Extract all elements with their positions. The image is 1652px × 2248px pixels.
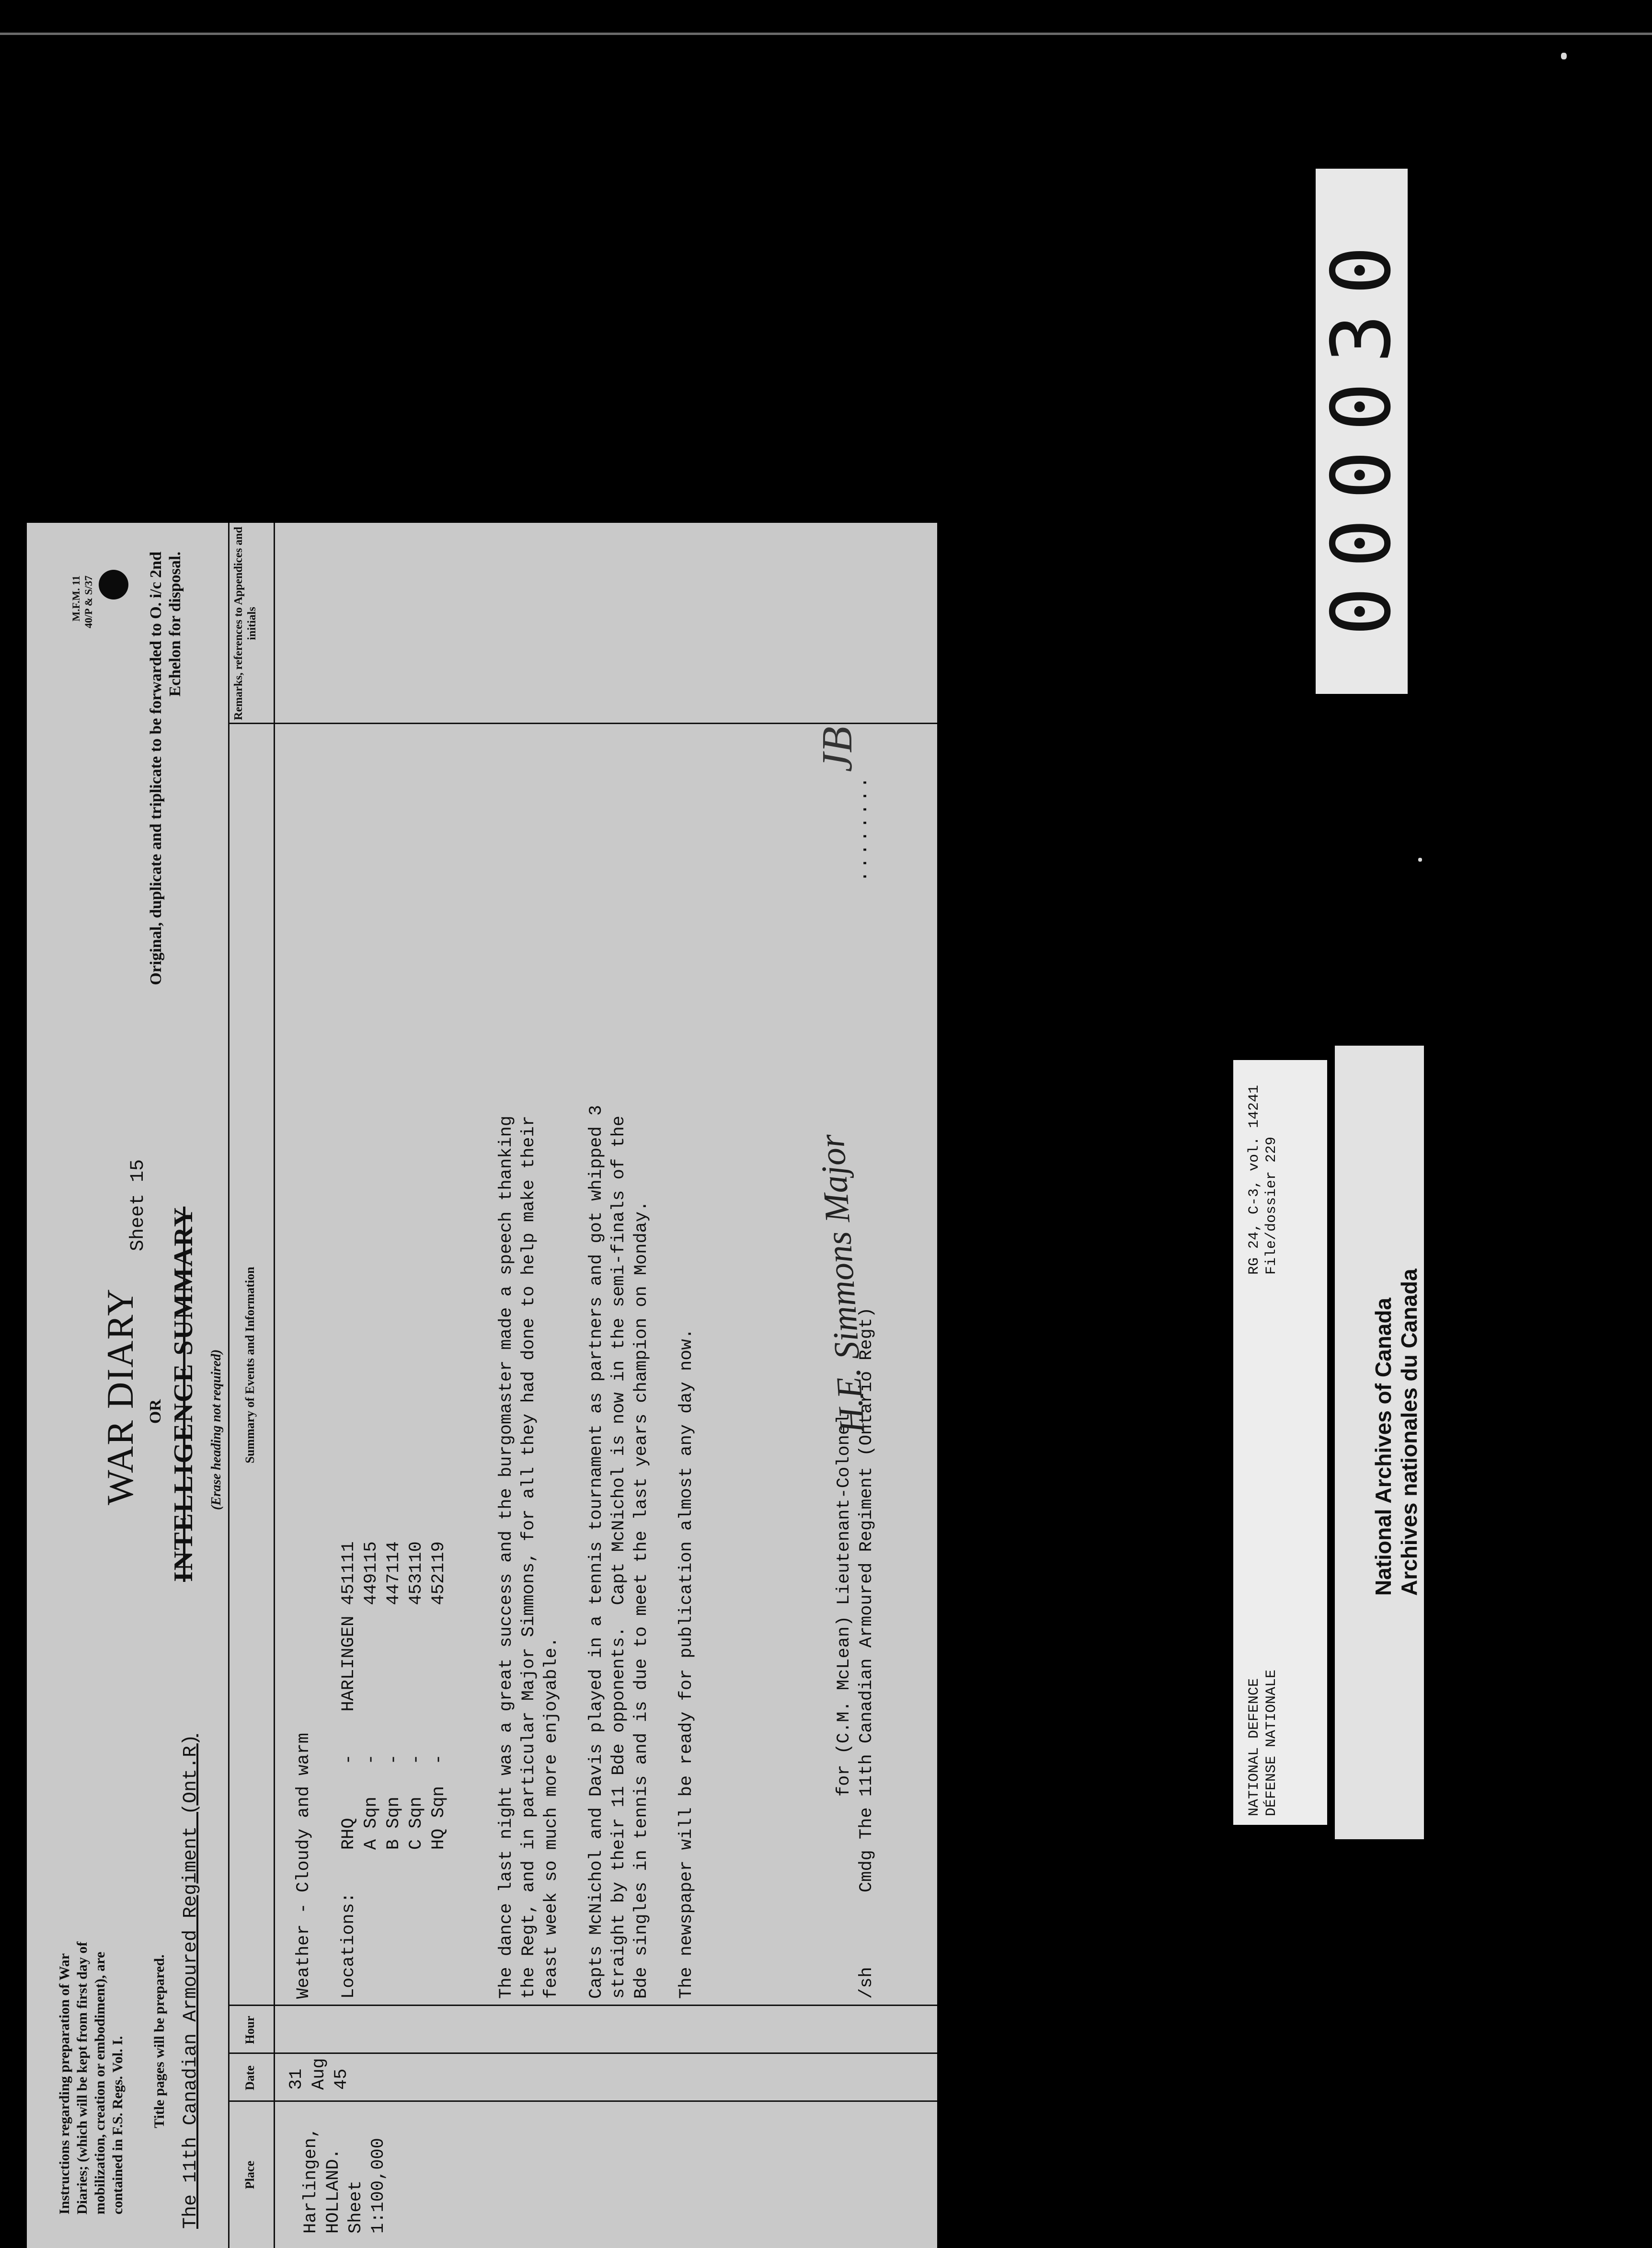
entry-date: 31 Aug 45 xyxy=(287,2058,352,2090)
form-title: WAR DIARY xyxy=(99,1288,141,1505)
col-head-date: Date xyxy=(243,2065,257,2090)
table-header-rule xyxy=(274,523,275,2248)
handwritten-initials: JB xyxy=(814,726,861,772)
entry-summary: Weather - Cloudy and warm Locations: RHQ - HARLINGEN 451111 A Sqn - 449115 B Sqn - 447114 C Sqn - 453110 HQ Sqn - 452119 The dance last night was a great success and the burgomaster made a speech thanking the Regt, and in particular Major Simmons, for all they had done to help make their feast week so much more enjoyable. Capts McNichol and Davis played in a tennis tournament as partners and got whipped 3 straight by their 11 Bde opponents. Capt McNichol is now in the semi-finals of the Bde singles in tennis and is due to meet the last years champion on Monday. The newspaper will be ready for publication almost any day now. for (C.M. McLean) Lieutenant-Colonel /sh Cmdg The 11th Canadian Armoured Regiment (Ontario Regt) xyxy=(294,1105,877,1999)
form-or: OR xyxy=(147,1399,164,1424)
unit-name: The 11th Canadian Armoured Regiment (Ont.R) xyxy=(180,1734,202,2229)
title-pages-note: Title pages will be prepared. xyxy=(151,1954,167,2128)
department-label: NATIONAL DEFENCE DÉFENSE NATIONALE xyxy=(1246,1669,1280,1816)
col-head-summary: Summary of Events and Information xyxy=(243,1267,257,1464)
col-head-hour: Hour xyxy=(243,2016,257,2044)
col-rule-date xyxy=(228,2052,937,2054)
archive-name xyxy=(1370,1268,1422,1596)
col-rule-place xyxy=(228,2100,937,2102)
war-diary-page xyxy=(27,523,937,2248)
form-code: M.F.M. 11 40/P & S/37 xyxy=(70,575,94,628)
col-rule-summary xyxy=(228,723,937,724)
form-instructions: Instructions regarding preparation of War Diaries; (which will be kept from first day of mobilization, creation or embodiment), are contained in F.S. Regs. Vol. I. xyxy=(57,1941,126,2214)
frame-number: 000030 xyxy=(1314,226,1409,636)
entry-place: Harlingen, HOLLAND. Sheet 1:100,000 xyxy=(301,2127,389,2234)
archive-name-fr: Archives nationales du Canada xyxy=(1397,1268,1422,1596)
punch-hole xyxy=(99,570,128,599)
form-subtitle: INTELLIGENCE SUMMARY xyxy=(169,1206,198,1582)
initials-dots: ........ xyxy=(851,774,872,882)
archive-name-en: National Archives of Canada xyxy=(1371,1297,1396,1596)
table-top-rule xyxy=(228,523,229,2248)
scan-speck xyxy=(1418,858,1422,862)
archive-reference: RG 24, C-3, vol. 14241 File/dossier 229 xyxy=(1246,1084,1280,1275)
distribution-note: Original, duplicate and triplicate to be forwarded to O. i/c 2nd Echelon for disposal. xyxy=(147,552,184,985)
scan-speck xyxy=(1561,53,1567,59)
col-head-place: Place xyxy=(243,2160,257,2190)
erase-note: (Erase heading not required) xyxy=(209,1349,224,1510)
handwritten-signature: H.E. Simmons Major xyxy=(812,1133,872,1435)
scan-edge-line xyxy=(0,33,1652,35)
col-head-remarks: Remarks, references to Appendices and initials xyxy=(232,527,258,720)
col-rule-hour xyxy=(228,2005,937,2006)
sheet-number: Sheet 15 xyxy=(127,1159,149,1251)
